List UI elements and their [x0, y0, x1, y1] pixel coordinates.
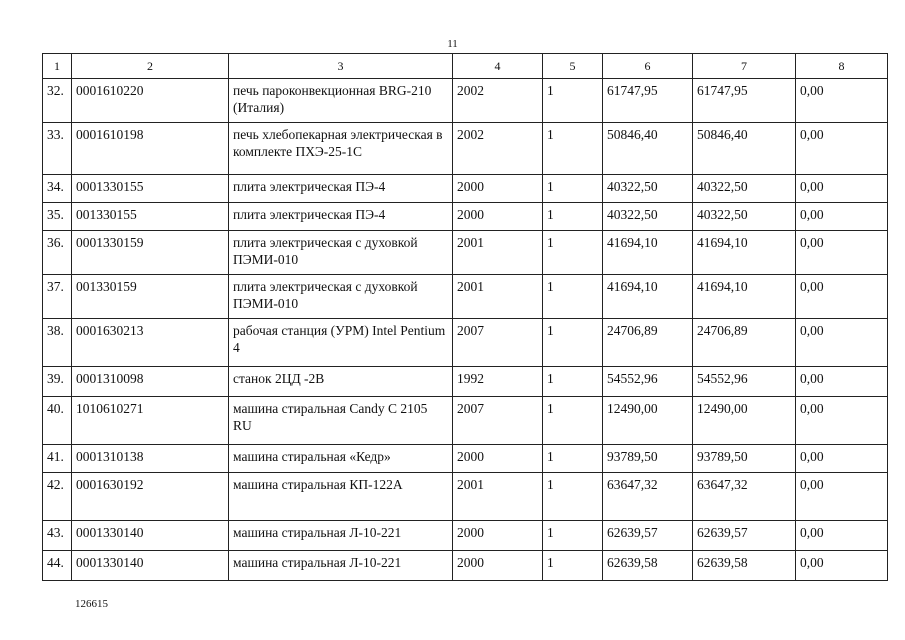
cell-v7: 40322,50: [693, 203, 796, 231]
col-header: 4: [453, 54, 543, 79]
cell-qty: 1: [543, 79, 603, 123]
cell-name: машина стиральная Candy C 2105 RU: [229, 397, 453, 445]
table-row: [43, 123, 888, 175]
cell-v6: 40322,50: [603, 175, 693, 203]
cell-n: 40.: [43, 397, 72, 445]
cell-n: 35.: [43, 203, 72, 231]
col-header: 8: [796, 54, 888, 79]
cell-v7: 41694,10: [693, 275, 796, 319]
cell-qty: 1: [543, 397, 603, 445]
cell-v6: 61747,95: [603, 79, 693, 123]
cell-v7: 62639,58: [693, 551, 796, 581]
cell-year: 2002: [453, 123, 543, 175]
table-row: [43, 521, 888, 551]
table-row: [43, 397, 888, 445]
cell-name: машина стиральная Л-10-221: [229, 551, 453, 581]
cell-v7: 62639,57: [693, 521, 796, 551]
cell-v8: 0,00: [796, 473, 888, 521]
cell-n: 43.: [43, 521, 72, 551]
table-row: [43, 203, 888, 231]
cell-v6: 24706,89: [603, 319, 693, 367]
cell-n: 38.: [43, 319, 72, 367]
table-row: [43, 473, 888, 521]
cell-n: 32.: [43, 79, 72, 123]
col-header: 3: [229, 54, 453, 79]
cell-name: печь пароконвекционная BRG-210 (Италия): [229, 79, 453, 123]
table-row: [43, 445, 888, 473]
cell-v8: 0,00: [796, 79, 888, 123]
col-header: 6: [603, 54, 693, 79]
cell-v8: 0,00: [796, 175, 888, 203]
cell-n: 42.: [43, 473, 72, 521]
cell-qty: 1: [543, 319, 603, 367]
cell-v6: 41694,10: [603, 231, 693, 275]
cell-code: 0001330155: [72, 175, 229, 203]
cell-name: машина стиральная «Кедр»: [229, 445, 453, 473]
cell-year: 2000: [453, 203, 543, 231]
cell-v8: 0,00: [796, 551, 888, 581]
cell-v8: 0,00: [796, 397, 888, 445]
cell-v8: 0,00: [796, 123, 888, 175]
cell-v6: 12490,00: [603, 397, 693, 445]
table-row: [43, 551, 888, 581]
cell-year: 2000: [453, 551, 543, 581]
cell-v6: 63647,32: [603, 473, 693, 521]
cell-code: 0001330159: [72, 231, 229, 275]
cell-name: плита электрическая ПЭ-4: [229, 203, 453, 231]
cell-n: 41.: [43, 445, 72, 473]
cell-year: 2001: [453, 473, 543, 521]
cell-name: машина стиральная Л-10-221: [229, 521, 453, 551]
cell-qty: 1: [543, 473, 603, 521]
cell-name: станок 2ЦД -2В: [229, 367, 453, 397]
cell-v6: 50846,40: [603, 123, 693, 175]
cell-qty: 1: [543, 521, 603, 551]
cell-v7: 24706,89: [693, 319, 796, 367]
cell-n: 33.: [43, 123, 72, 175]
page-number: 11: [447, 38, 458, 50]
cell-n: 37.: [43, 275, 72, 319]
col-header: 5: [543, 54, 603, 79]
inventory-table: [42, 53, 888, 581]
cell-year: 2001: [453, 231, 543, 275]
cell-year: 1992: [453, 367, 543, 397]
cell-v6: 62639,57: [603, 521, 693, 551]
cell-qty: 1: [543, 231, 603, 275]
cell-code: 001330159: [72, 275, 229, 319]
col-header: 2: [72, 54, 229, 79]
cell-v6: 93789,50: [603, 445, 693, 473]
cell-n: 44.: [43, 551, 72, 581]
cell-year: 2000: [453, 445, 543, 473]
table-row: [43, 319, 888, 367]
cell-n: 36.: [43, 231, 72, 275]
cell-v7: 40322,50: [693, 175, 796, 203]
table-row: [43, 275, 888, 319]
cell-v8: 0,00: [796, 275, 888, 319]
cell-v7: 41694,10: [693, 231, 796, 275]
cell-v7: 12490,00: [693, 397, 796, 445]
col-header: 7: [693, 54, 796, 79]
cell-v7: 50846,40: [693, 123, 796, 175]
cell-year: 2000: [453, 521, 543, 551]
cell-code: 001330155: [72, 203, 229, 231]
cell-v6: 41694,10: [603, 275, 693, 319]
cell-qty: 1: [543, 275, 603, 319]
cell-v6: 40322,50: [603, 203, 693, 231]
cell-code: 0001610198: [72, 123, 229, 175]
cell-qty: 1: [543, 367, 603, 397]
cell-code: 0001310138: [72, 445, 229, 473]
table-row: [43, 231, 888, 275]
cell-name: машина стиральная КП-122А: [229, 473, 453, 521]
cell-qty: 1: [543, 445, 603, 473]
cell-name: печь хлебопекарная электрическая в комплекте ПХЭ-25-1С: [229, 123, 453, 175]
cell-year: 2000: [453, 175, 543, 203]
footer-code: 126615: [75, 598, 108, 610]
cell-name: плита электрическая с духовкой ПЭМИ-010: [229, 231, 453, 275]
table-row: [43, 367, 888, 397]
cell-code: 0001330140: [72, 551, 229, 581]
cell-code: 1010610271: [72, 397, 229, 445]
cell-year: 2007: [453, 397, 543, 445]
cell-v8: 0,00: [796, 521, 888, 551]
cell-name: плита электрическая ПЭ-4: [229, 175, 453, 203]
cell-code: 0001310098: [72, 367, 229, 397]
cell-v8: 0,00: [796, 231, 888, 275]
table-row: [43, 175, 888, 203]
cell-v8: 0,00: [796, 203, 888, 231]
cell-code: 0001330140: [72, 521, 229, 551]
header-row: [43, 54, 888, 79]
cell-qty: 1: [543, 175, 603, 203]
cell-code: 0001630192: [72, 473, 229, 521]
cell-year: 2001: [453, 275, 543, 319]
cell-code: 0001630213: [72, 319, 229, 367]
cell-code: 0001610220: [72, 79, 229, 123]
cell-v7: 63647,32: [693, 473, 796, 521]
cell-year: 2002: [453, 79, 543, 123]
cell-v7: 61747,95: [693, 79, 796, 123]
cell-year: 2007: [453, 319, 543, 367]
cell-v7: 93789,50: [693, 445, 796, 473]
cell-v8: 0,00: [796, 445, 888, 473]
cell-v8: 0,00: [796, 367, 888, 397]
cell-qty: 1: [543, 123, 603, 175]
cell-name: плита электрическая с духовкой ПЭМИ-010: [229, 275, 453, 319]
cell-qty: 1: [543, 551, 603, 581]
table-row: [43, 79, 888, 123]
col-header: 1: [43, 54, 72, 79]
cell-n: 34.: [43, 175, 72, 203]
cell-n: 39.: [43, 367, 72, 397]
cell-v6: 54552,96: [603, 367, 693, 397]
cell-v8: 0,00: [796, 319, 888, 367]
cell-v6: 62639,58: [603, 551, 693, 581]
cell-qty: 1: [543, 203, 603, 231]
cell-name: рабочая станция (УРМ) Intel Pentium 4: [229, 319, 453, 367]
cell-v7: 54552,96: [693, 367, 796, 397]
